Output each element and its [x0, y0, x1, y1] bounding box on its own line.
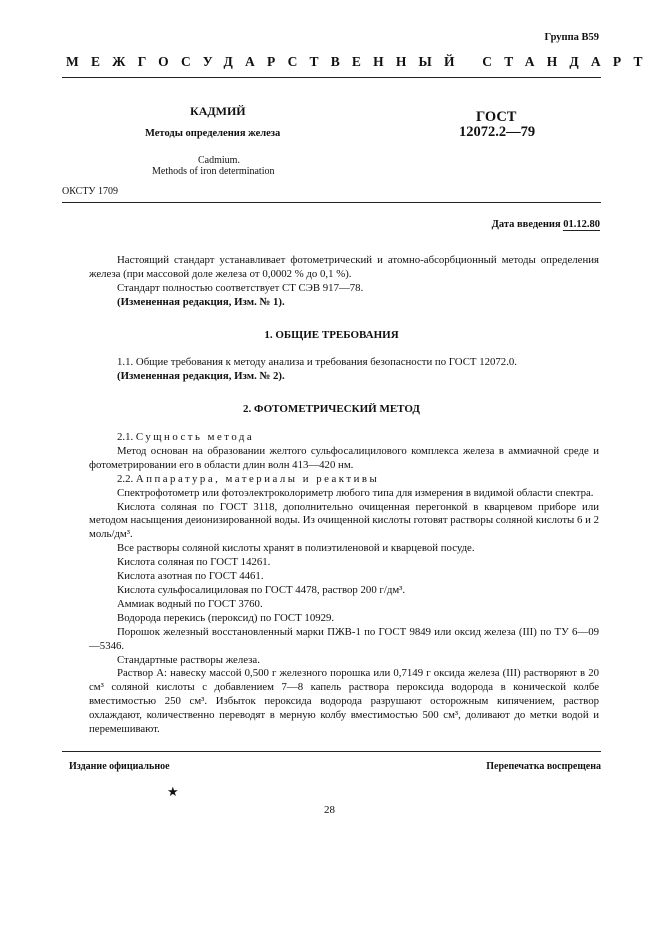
amendment-note-2: (Измененная редакция, Изм. № 2).: [117, 369, 285, 382]
footer-divider: [62, 751, 601, 752]
list-item: Кислота сульфосалициловая по ГОСТ 4478, раствор 200 г/дм³.: [117, 583, 406, 596]
clause-2-1-heading: [89, 431, 599, 445]
official-edition-label: Издание официальное: [69, 761, 170, 772]
page-number: 28: [324, 804, 335, 816]
clause-2-1-text: Метод основан на образовании желтого сульфосалицилового комплекса железа в аммиачной среде и фотометрировании его в области длин волн 413—420 нм.: [89, 444, 599, 471]
section-1-heading: 1. ОБЩИЕ ТРЕБОВАНИЯ: [264, 329, 399, 341]
section-2-body: [89, 431, 599, 737]
english-subtitle: Methods of iron determination: [152, 166, 275, 177]
list-item: Водорода перекись (пероксид) по ГОСТ 10929.: [117, 611, 335, 624]
list-item: Стандартные растворы железа.: [117, 653, 260, 666]
no-reprint-label: Перепечатка воспрещена: [486, 761, 601, 772]
list-item: Все растворы соляной кислоты хранят в полиэтиленовой и кварцевой посуде.: [117, 542, 475, 555]
document-subtitle: Методы определения железа: [145, 128, 281, 139]
gost-number: 12072.2—79: [459, 124, 536, 140]
clause-2-1-number: 2.1.: [117, 431, 136, 443]
section-1-body: [89, 356, 599, 384]
header-divider: [62, 77, 601, 78]
interstate-standard-banner: МЕЖГОСУДАРСТВЕННЫЙ СТАНДАРТ: [66, 54, 655, 69]
document-title: КАДМИЙ: [190, 104, 246, 118]
list-item: Кислота соляная по ГОСТ 14261.: [117, 556, 271, 569]
group-label: Группа В59: [544, 32, 599, 43]
star-icon: ★: [167, 784, 179, 799]
list-item: Раствор А: навеску массой 0,500 г железного порошка или 0,7149 г оксида железа (III) растворяют в 20 см³ соляной кислоты с добавлением 7—8 капель раствора пероксида водорода в конической колбе вместимостью 250 см³. Избыток пероксида водорода разрушают осторожным кипячением, раствор охлаждают, количественно переводят в мерную колбу вместимостью 500 см³, доливают до метки водой и перемешивают.: [89, 667, 599, 736]
list-item: Кислота азотная по ГОСТ 4461.: [117, 570, 264, 583]
intro-paragraph: Настоящий стандарт устанавливает фотометрический и атомно-абсорбционный методы определения железа (при массовой доле железа от 0,0002 % до 0,1 %).: [89, 254, 599, 280]
list-item: Аммиак водный по ГОСТ 3760.: [117, 597, 263, 610]
amendment-note-1: (Измененная редакция, Изм. № 1).: [117, 295, 285, 308]
clause-2-1-title: Сущность метода: [135, 431, 255, 443]
english-title: Cadmium.: [198, 155, 240, 166]
section-2-heading: 2. ФОТОМЕТРИЧЕСКИЙ МЕТОД: [243, 403, 420, 415]
clause-2-2-title: Аппаратура, материалы и реактивы: [135, 472, 380, 485]
gost-label: ГОСТ: [476, 109, 517, 125]
list-item: Кислота соляная по ГОСТ 3118, дополнительно очищенная перегонкой в кварцевом приборе или методом насыщения деионизированной воды. Из очищенной кислоты готовят растворы соляной кислоты 6 и 2 моль/дм³.: [89, 500, 599, 541]
list-item: Спектрофотометр или фотоэлектроколориметр любого типа для измерения в видимой области спектра.: [117, 486, 594, 499]
list-item: Порошок железный восстановленный марки ПЖВ-1 по ГОСТ 9849 или оксид железа (III) по ТУ 6—09—5346.: [89, 625, 599, 652]
intro-compliance: Стандарт полностью соответствует СТ СЭВ 917—78.: [117, 281, 364, 294]
title-divider: [62, 202, 601, 203]
clause-2-2-number: 2.2.: [117, 472, 136, 485]
effective-date-label: Дата введения: [491, 219, 564, 230]
clause-1-1: 1.1. Общие требования к методу анализа и требования безопасности по ГОСТ 12072.0.: [117, 356, 517, 368]
intro-block: [89, 254, 599, 310]
okstu-code: ОКСТУ 1709: [62, 186, 119, 197]
clause-2-2-heading: [89, 473, 599, 487]
effective-date: [492, 219, 600, 230]
effective-date-value: 01.12.80: [563, 219, 600, 230]
